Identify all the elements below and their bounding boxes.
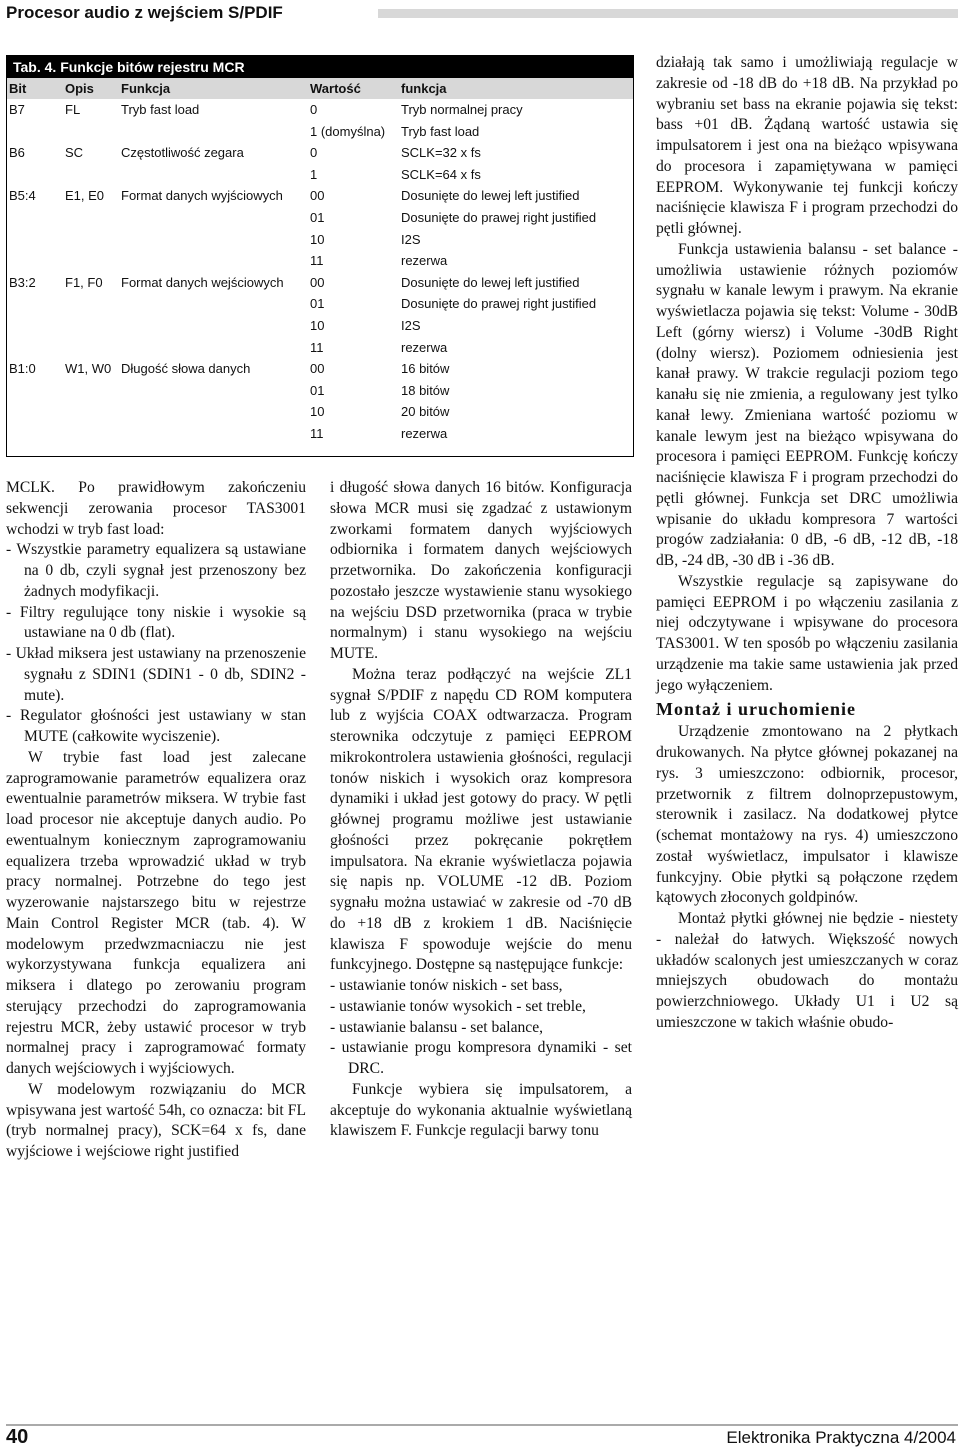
cell-opis: FL xyxy=(65,102,81,117)
col1-bullet-1: - Wszystkie parametry equalizera są ustawiane na 0 db, czyli sygnał jest przenoszony bez żadnych modyfikacji. xyxy=(6,541,306,600)
col2-bullet-2: - ustawianie tonów wysokich - set treble, xyxy=(330,997,586,1015)
cell-funkcja2: 20 bitów xyxy=(401,404,450,420)
cell-funkcja2: Dosunięte do lewej left justified xyxy=(401,188,580,204)
cell-bit: B6 xyxy=(9,145,25,161)
cell-wartosc: 0 xyxy=(310,102,318,117)
cell-bit: B5:4 xyxy=(9,188,36,204)
cell-funkcja2: 18 bitów xyxy=(401,382,450,398)
cell-funkcja: Tryb fast load xyxy=(121,102,200,117)
table-row xyxy=(7,380,633,402)
cell-wartosc: 01 xyxy=(310,210,325,225)
col1-bullet-2: - Filtry regulujące tony niskie i wysokie są ustawiane na 0 db (flat). xyxy=(6,603,306,642)
cell-funkcja2: Dosunięte do prawej right justified xyxy=(401,210,597,225)
table-row xyxy=(7,250,633,272)
col3-p2: Funkcja ustawienia balansu - set balance - umożliwia ustawienie różnych poziomów sygnału w kanale lewym i prawym. Na ekranie wyświetlacza pojawia się tekst: Volume - 30dB Left (górny wiersz) i Volume -30dB Right (dolny wiersz). Poziomem odniesienia jest kanał prawy. W trakcie regulacji poziom tego kanału się nie zmienia, a regulowany jest tylko kanał lewy. Zmieniana wartość poziomu w kanale lewym jest na bieżąco wpisywana do procesora i pamięci EEPROM. Funkcję kończy naciśnięcie klawisza F i program przechodzi do pętli głównej. Funkcja set DRC umożliwia wpisanie do układu kompresora 7 wartości progów zadziałania: 0 dB, -6 dB, -12 dB, -18 dB, -24 dB, -30 dB i -36 dB. xyxy=(656,240,958,569)
cell-wartosc: 00 xyxy=(310,274,325,290)
col3-p4: Urządzenie zmontowano na 2 płytkach drukowanych. Na płytce głównej pokazanej na rys. 3 umieszczono: odbiornik, procesor, przetwornik z filtrem dolnoprzepustowym, sterownik i zasilacz. Na dodatkowej płytce (schemat montażowy na rys. 4) umieszczono został wyświetlacz, impulsator i klawisze funkcyjny. Obie płytki są połączone rzędem kątowych złoconych goldpinów. xyxy=(656,723,958,907)
cell-funkcja: Format danych wejściowych xyxy=(121,274,284,290)
col2-p3: Funkcje wybiera się impulsatorem, a akceptuje do wykonania aktualnie wyświetlaną klawiszem F. Funkcje regulacji barwy tonu xyxy=(330,1080,632,1140)
cell-funkcja2: rezerwa xyxy=(401,253,448,269)
cell-funkcja: Format danych wyjściowych xyxy=(121,188,283,204)
cell-opis: W1, W0 xyxy=(65,361,112,377)
cell-funkcja2: SCLK=64 x fs xyxy=(401,166,481,182)
table-row xyxy=(7,99,633,121)
header-title: Procesor audio z wejściem S/PDIF xyxy=(6,3,283,22)
col2-p1: i długość słowa danych 16 bitów. Konfiguracja słowa MCR musi się zgadzać z ustawionym zworkami formatem danych wyjściowych odbiornika i formatem danych wejściowych przetwornika. Do zakończenia konfiguracji pozostało jeszcze wystawienie stanu wysokiego na wejściu DSD przetwornika (praca w trybie normalnym) i stanu wysokiego na wejściu MUTE. xyxy=(330,479,632,662)
table-row xyxy=(7,121,633,143)
cell-funkcja2: SCLK=32 x fs xyxy=(401,145,481,161)
cell-opis: E1, E0 xyxy=(65,188,105,204)
table-row xyxy=(7,423,633,445)
col2-bullet-1: - ustawianie tonów niskich - set bass, xyxy=(330,977,563,994)
cell-funkcja: Długość słowa danych xyxy=(121,361,251,377)
cell-wartosc: 0 xyxy=(310,145,318,161)
page-number: 40 xyxy=(6,1426,29,1448)
cell-wartosc: 01 xyxy=(310,382,325,398)
col2-bullet-3: - ustawianie balansu - set balance, xyxy=(330,1018,544,1036)
cell-wartosc: 11 xyxy=(310,253,324,269)
cell-wartosc: 01 xyxy=(310,296,325,312)
table-row xyxy=(7,358,633,380)
cell-opis: SC xyxy=(65,145,84,161)
table-row xyxy=(7,207,633,229)
cell-wartosc: 10 xyxy=(310,231,325,247)
cell-wartosc: 1 xyxy=(310,166,318,182)
cell-funkcja2: 16 bitów xyxy=(401,361,450,377)
page-header xyxy=(0,0,960,30)
cell-wartosc: 00 xyxy=(310,361,325,377)
cell-funkcja2: rezerwa xyxy=(401,426,448,441)
col2-p2: Można teraz podłączyć na wejście ZL1 sygnał S/PDIF z napędu CD ROM komputera lub z wyjścia COAX odtwarzacza. Program sterownika odczytuje z pamięci EEPROM mikrokontrolera ustawienia głośności, regulacji tonów niskich i wysokich oraz kompresora dynamiki i układ jest gotowy do pracy. W pętli głównej programu możliwe jest ustawianie głośności przez pokręcanie pokrętłem impulsatora. Na ekranie wyświetlacza pojawia się napis np. VOLUME -12 dB. Poziom sygnału można ustawiać w zakresie od -70 dB do +18 dB z krokiem 1 dB. Naciśnięcie klawisza F spowoduje wejście do menu funkcyjnego. Dostępne są następujące funkcje: xyxy=(330,665,632,974)
col3-p3: Wszystkie regulacje są zapisywane do pamięci EEPROM i po włączeniu zasilania z niej odczytywane i wpisywane do procesora TAS3001. W ten sposób po włączeniu zasilania urządzenie ma takie same ustawienia jak przed jego wyłączeniem. xyxy=(656,572,958,694)
table-row xyxy=(7,315,633,337)
header-bar xyxy=(378,9,958,18)
col1-bullet-4: - Regulator głośności jest ustawiany w stan MUTE (całkowite wyciszenie). xyxy=(6,707,306,745)
table-caption: Tab. 4. Funkcje bitów rejestru MCR xyxy=(7,56,633,78)
cell-wartosc: 11 xyxy=(310,426,324,441)
cell-funkcja2: rezerwa xyxy=(401,339,448,355)
col1-p3: W modelowym rozwiązaniu do MCR wpisywana jest wartość 54h, co oznacza: bit FL (tryb normalnej pracy), SCK=64 x fs, dane wyjściowe i wejściowe right justified xyxy=(6,1080,306,1160)
table-row xyxy=(7,272,633,294)
cell-wartosc: 00 xyxy=(310,188,325,204)
cell-wartosc: 1 (domyślna) xyxy=(310,123,386,139)
column-2 xyxy=(330,478,632,1142)
col2-bullet-4: - ustawianie progu kompresora dynamiki - set DRC. xyxy=(330,1039,632,1077)
cell-wartosc: 11 xyxy=(310,339,324,355)
header-opis: Opis xyxy=(65,81,94,96)
cell-funkcja2: Dosunięte do prawej right justified xyxy=(401,296,597,312)
cell-opis: F1, F0 xyxy=(65,274,103,290)
table-row xyxy=(7,337,633,359)
header-funkcja: Funkcja xyxy=(121,81,171,96)
header-wartosc: Wartość xyxy=(310,81,361,96)
table-row xyxy=(7,229,633,251)
column-3 xyxy=(656,53,958,1034)
table-row xyxy=(7,142,633,164)
table-row xyxy=(7,401,633,423)
footer-rule xyxy=(6,1424,958,1426)
section-heading: Montaż i uruchomienie xyxy=(656,699,856,720)
cell-funkcja2: I2S xyxy=(401,231,421,247)
column-1 xyxy=(6,478,306,1163)
header-funkcja2: funkcja xyxy=(401,81,447,96)
col3-p1: działają tak samo i umożliwiają regulacje w zakresie od -18 dB do +18 dB. Na przykład po wybraniu set bass na ekranie pojawia się tekst: bass +01 dB. Żądaną wartość ustawia się impulsatorem i jest ona na bieżąco wpisywana do procesora i zapamiętywana w pamięci EEPROM. Wykonywanie tej funkcji kończy naciśnięcie klawisza F i program przechodzi do pętli głównej. xyxy=(656,54,958,237)
table-header-row xyxy=(7,78,633,99)
cell-bit: B3:2 xyxy=(9,274,36,290)
cell-funkcja2: Tryb fast load xyxy=(401,123,480,139)
cell-funkcja2: Dosunięte do lewej left justified xyxy=(401,274,580,290)
col1-bullet-3: - Układ miksera jest ustawiany na przenoszenie sygnału z SDIN1 (SDIN1 - 0 db, SDIN2 - mute). xyxy=(6,645,306,704)
col3-p5: Montaż płytki głównej nie będzie - niestety - należał do łatwych. Większość nowych układów scalonych jest umieszczanych w coraz mniejszych obudowach do montażu powierzchniowego. Układy U1 i U2 są umieszczone w takich właśnie obudo- xyxy=(656,910,958,1031)
header-bit: Bit xyxy=(9,81,27,96)
mcr-table xyxy=(6,55,634,457)
table-row xyxy=(7,293,633,315)
cell-wartosc: 10 xyxy=(310,318,325,333)
cell-wartosc: 10 xyxy=(310,404,325,420)
col1-p2: W trybie fast load jest zalecane zaprogramowanie parametrów equalizera oraz ewentualnie parametrów miksera. W trybie fast load procesor nie akceptuje danych audio. Po ewentualnym koniecznym zaprogramowaniu equalizera trzeba wprowadzić układ w tryb pracy normalnej. Potrzebne do tego jest wyzerowanie najstarszego bitu w rejestrze Main Control Register MCR (tab. 4). W modelowym przedwzmacniaczu nie jest wykorzystywana funkcja equalizera ani miksera i dlatego po zerowaniu program sterujący przechodzi do zaprogramowania rejestru MCR, żeby ustawić procesor w tryb normalnej pracy i zaprogramować formaty danych wejściowych i wyjściowych. xyxy=(6,748,306,1077)
table-row xyxy=(7,164,633,186)
cell-funkcja2: Tryb normalnej pracy xyxy=(401,102,523,117)
cell-funkcja2: I2S xyxy=(401,318,421,333)
cell-funkcja: Częstotliwość zegara xyxy=(121,145,244,161)
cell-bit: B1:0 xyxy=(9,361,36,377)
table-row xyxy=(7,185,633,207)
cell-bit: B7 xyxy=(9,102,25,117)
col1-p1: MCLK. Po prawidłowym zakończeniu sekwencji zerowania procesor TAS3001 wchodzi w tryb fast load: xyxy=(6,479,306,538)
magazine-name: Elektronika Praktyczna 4/2004 xyxy=(726,1428,956,1447)
